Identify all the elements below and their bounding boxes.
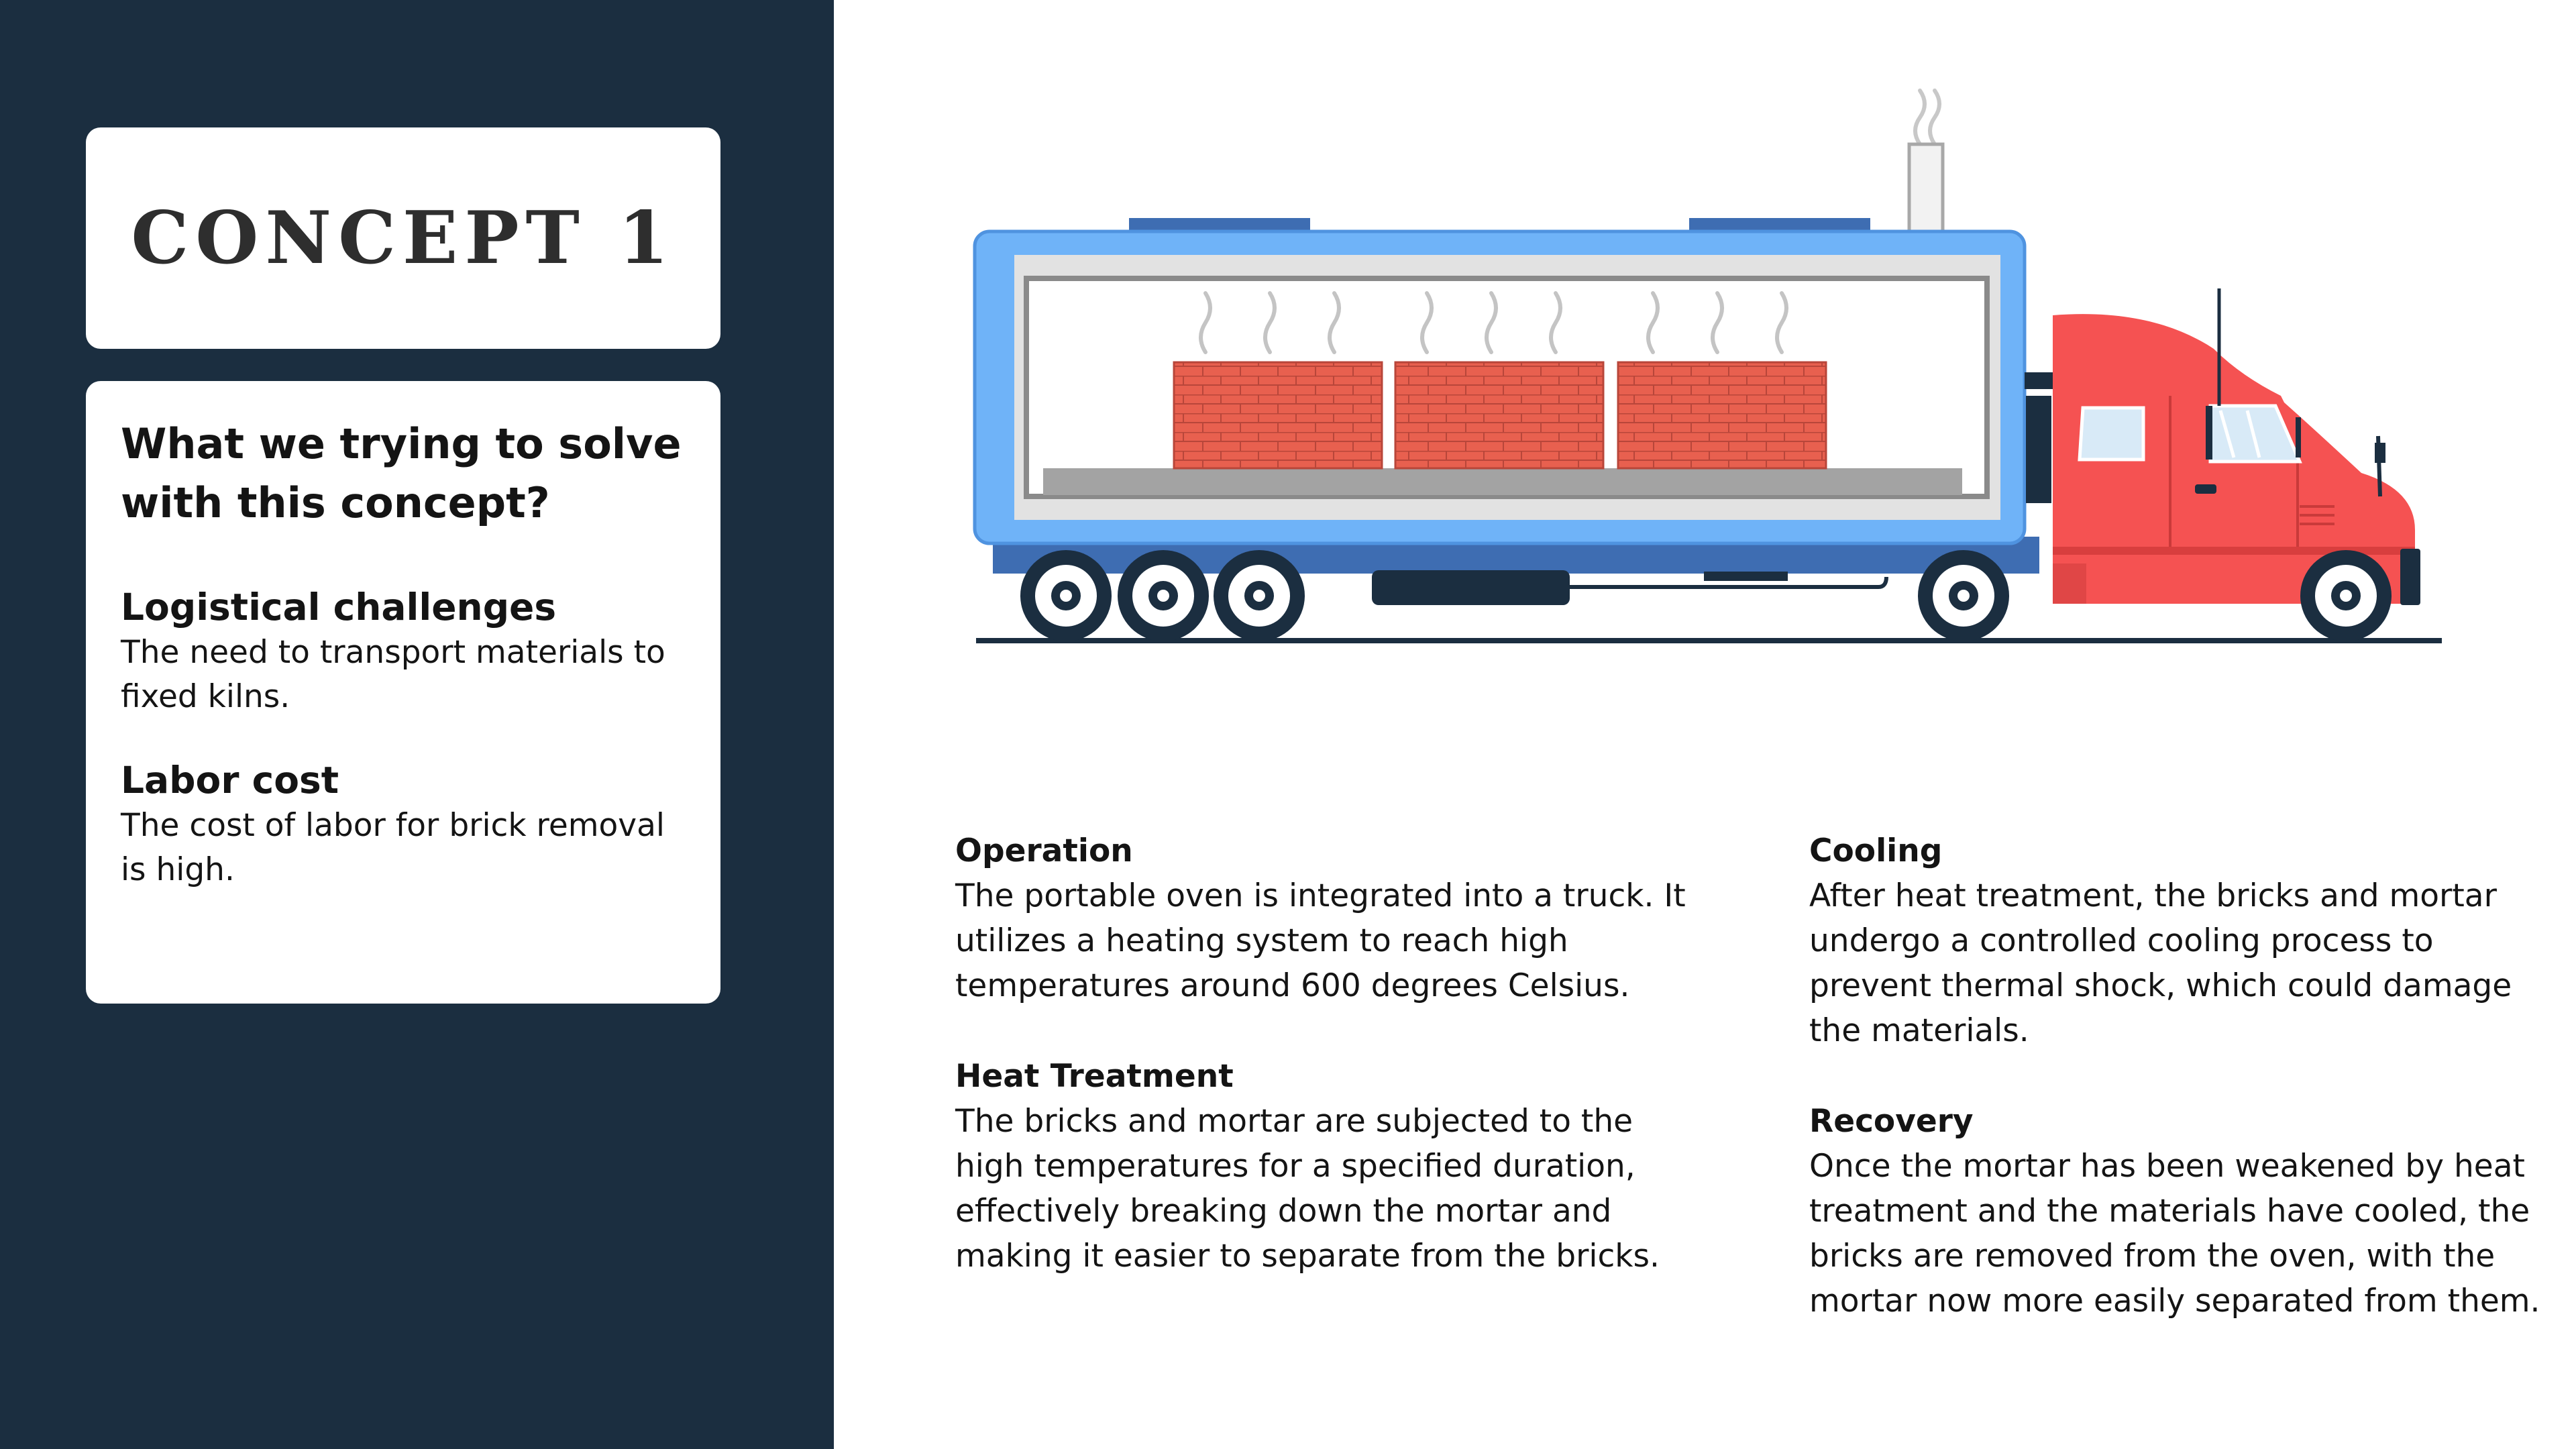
- step-heading: Cooling: [1809, 833, 1943, 869]
- fuel-tank: [1372, 570, 1570, 605]
- steps-left-column: [955, 828, 1700, 1279]
- brick-stack: [1174, 362, 1382, 468]
- challenge-labor: [121, 757, 686, 892]
- steam-icon: [1915, 91, 1939, 144]
- step-text: Once the mortar has been weakened by heat treatment and the materials have cooled, the bricks are removed from the oven, with the mortar now more easily separated from them.: [1809, 1148, 2540, 1320]
- wheel-icon: [1918, 550, 2009, 641]
- challenge-text: The need to transport materials to fixed kilns.: [121, 634, 665, 715]
- hitch-block: [2026, 396, 2051, 503]
- wheel-icon: [2300, 550, 2392, 641]
- oven-floor: [1043, 468, 1962, 495]
- wheel-icon: [1214, 550, 1305, 641]
- brick-stack: [1395, 362, 1603, 468]
- step-text: The portable oven is integrated into a truck. It utilizes a heating system to reach high temperatures around 600 degrees Celsius.: [955, 877, 1686, 1004]
- problem-card: [86, 381, 720, 1004]
- step-heading: Recovery: [1809, 1103, 1974, 1140]
- brick-stack: [1618, 362, 1826, 468]
- truck-oven-illustration: [966, 80, 2482, 671]
- wheel-icon: [1118, 550, 1209, 641]
- challenge-heading: Labor cost: [121, 759, 339, 802]
- sidebar-panel: [0, 0, 834, 1449]
- step-heading: Operation: [955, 833, 1133, 869]
- challenge-text: The cost of labor for brick removal is high.: [121, 807, 665, 888]
- under-bar: [1704, 572, 1788, 581]
- step-heading: Heat Treatment: [955, 1058, 1234, 1095]
- challenge-logistical: [121, 584, 686, 719]
- wheel-icon: [1020, 550, 1112, 641]
- problem-question: What we trying to solve with this concept?: [121, 419, 682, 527]
- page-title: CONCEPT 1: [131, 196, 676, 280]
- door-handle: [2195, 484, 2216, 494]
- step-recovery: [1809, 1099, 2554, 1324]
- mirror: [2296, 417, 2301, 458]
- step-text: The bricks and mortar are subjected to the high temperatures for a specified duration, effectively breaking down the mortar and making it easier to separate from the bricks.: [955, 1103, 1660, 1275]
- cab-window: [2080, 408, 2143, 460]
- step-heat-treatment: [955, 1054, 1700, 1279]
- step-operation: [955, 828, 1700, 1008]
- front-fender-shadow: [2053, 564, 2086, 604]
- challenge-heading: Logistical challenges: [121, 586, 557, 629]
- step-text: After heat treatment, the bricks and mortar undergo a controlled cooling process to prevent thermal shock, which could damage the materials.: [1809, 877, 2512, 1049]
- mirror: [2206, 406, 2212, 460]
- title-card: [86, 127, 720, 349]
- bumper: [2400, 549, 2420, 605]
- steps-right-column: [1809, 828, 2554, 1324]
- step-cooling: [1809, 828, 2554, 1053]
- hitch: [2025, 372, 2053, 389]
